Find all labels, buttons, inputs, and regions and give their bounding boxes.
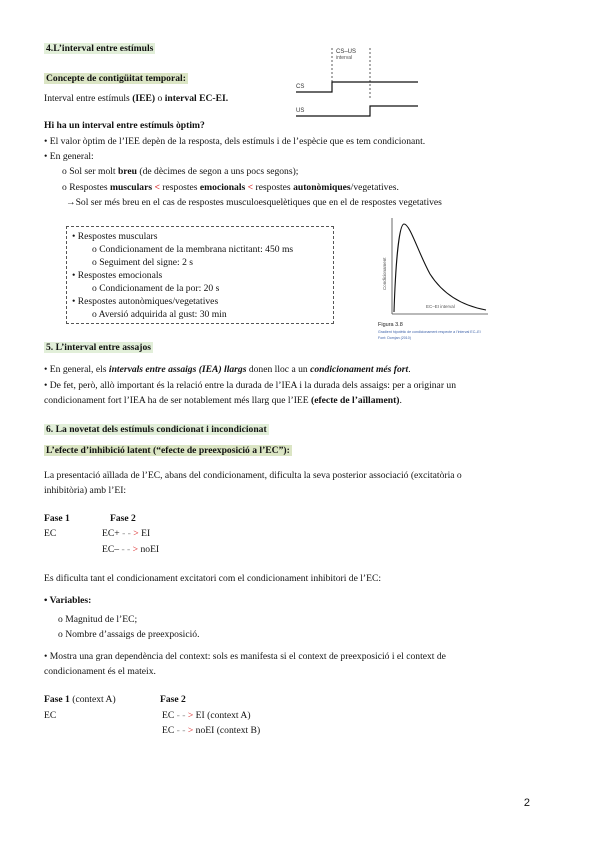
box-sign-tracking: o Seguiment del signe: 2 s	[92, 257, 193, 268]
cs-label: CS	[296, 84, 305, 90]
table1-phase1-cell: EC	[44, 528, 57, 539]
table1-phase1-header: Fase 1	[44, 513, 70, 524]
conditioning-gradient-figure	[368, 212, 548, 344]
iti-paragraph-2a: • De fet, però, allò important és la relació entre la durada de l’IEA i la durada dels assaigs: per a originar un	[44, 380, 457, 391]
sub-bullet-conclusion: →Sol ser més breu en el cas de respostes musculoesquelètiques que en el de respostes vegetatives	[66, 197, 442, 208]
iti-paragraph-1: • En general, els intervals entre assaigs (IEA) llargs donen lloc a un condicionament més fort.	[44, 364, 411, 375]
box-emotional: • Respostes emocionals	[72, 270, 163, 281]
table2-phase1-cell: EC	[44, 710, 57, 721]
latent-inhibition-paragraph-a: La presentació aïllada de l’EC, abans del condicionament, dificulta la seva posterior associació (excitatòria o	[44, 470, 462, 481]
section-6-heading: 6. La novetat dels estímuls condicionat i incondicionat	[46, 424, 267, 435]
box-taste-aversion: o Aversió adquirida al gust: 30 min	[92, 309, 227, 320]
box-nictitating: o Condicionament de la membrana nictitant: 450 ms	[92, 244, 294, 255]
figure-caption-source: Font: Domjan (2010)	[378, 336, 411, 340]
table2-row1: EC - - > EI (context A)	[162, 710, 251, 721]
section-4-heading: 4.L’interval entre estímuls	[46, 43, 154, 54]
interval-label-2: interval	[336, 55, 353, 61]
iti-paragraph-2b: condicionament fort l’IEA ha de ser notablement més llarg que l’IEE (efecte de l’aïllament).	[44, 395, 402, 406]
figure-ylabel: Condicionament	[382, 257, 387, 290]
table1-row2: EC– - - > noEI	[102, 544, 160, 555]
variable-preexposure-trials: o Nombre d’assaigs de preexposició.	[58, 629, 200, 640]
gradient-curve	[394, 224, 486, 312]
excitatory-inhibitory-note: Es dificulta tant el condicionament excitatori com el condicionament inhibitori de l’EC:	[44, 573, 382, 584]
cs-us-timing-diagram	[292, 44, 422, 122]
figure-caption-title: Figura 3.8	[378, 322, 403, 328]
section-5-heading: 5. L’interval entre assajos	[46, 342, 151, 353]
optimal-interval-question: Hi ha un interval entre estímuls òptim?	[44, 120, 205, 131]
latent-inhibition-subheading: L’efecte d’inhibició latent (“efecte de preexposició a l’EC”):	[46, 445, 290, 456]
context-dependence-b: condicionament és el mateix.	[44, 666, 156, 677]
box-autonomic: • Respostes autonòmiques/vegetatives	[72, 296, 219, 307]
page-number: 2	[523, 797, 530, 809]
cs-trace	[296, 82, 418, 92]
sub-bullet-brief: o Sol ser molt breu (de dècimes de segon a uns pocs segons);	[62, 166, 299, 177]
interval-definition: Interval entre estímuls (IEE) o interval EC-EI.	[44, 93, 229, 104]
box-muscular: • Respostes musculars	[72, 231, 158, 242]
bullet-in-general: • En general:	[44, 151, 94, 162]
us-label: US	[296, 108, 305, 114]
interval-label: CS–US	[336, 49, 357, 55]
box-fear: o Condicionament de la por: 20 s	[92, 283, 220, 294]
table1-row1: EC+ - - > EI	[102, 528, 151, 539]
figure-caption-text: Gradient hipotètic de condicionament respecte a l’interval EC–EI	[378, 330, 481, 334]
sub-bullet-response-order: o Respostes musculars < respostes emocionals < respostes autonòmiques/vegetatives.	[62, 182, 399, 193]
variables-heading: • Variables:	[44, 595, 92, 606]
table2-phase2-header: Fase 2	[160, 694, 186, 705]
table2-row2: EC - - > noEI (context B)	[162, 725, 261, 736]
context-dependence-a: • Mostra una gran dependència del context: sols es manifesta si el context de preexposició i el context de	[44, 651, 446, 662]
bullet-optimal-value: • El valor òptim de l’IEE depèn de la resposta, dels estímuls i de l’espècie que es tem condicionant.	[44, 136, 426, 147]
us-trace	[296, 106, 418, 116]
table2-phase1-header: Fase 1 (context A)	[44, 694, 116, 705]
latent-inhibition-paragraph-b: inhibitòria) amb l’EI:	[44, 485, 127, 496]
variable-cs-magnitude: o Magnitud de l’EC;	[58, 614, 138, 625]
table1-phase2-header: Fase 2	[110, 513, 136, 524]
figure-xlabel: EC–EI interval	[426, 304, 455, 309]
contiguity-subheading: Concepte de contigüitat temporal:	[46, 73, 186, 84]
